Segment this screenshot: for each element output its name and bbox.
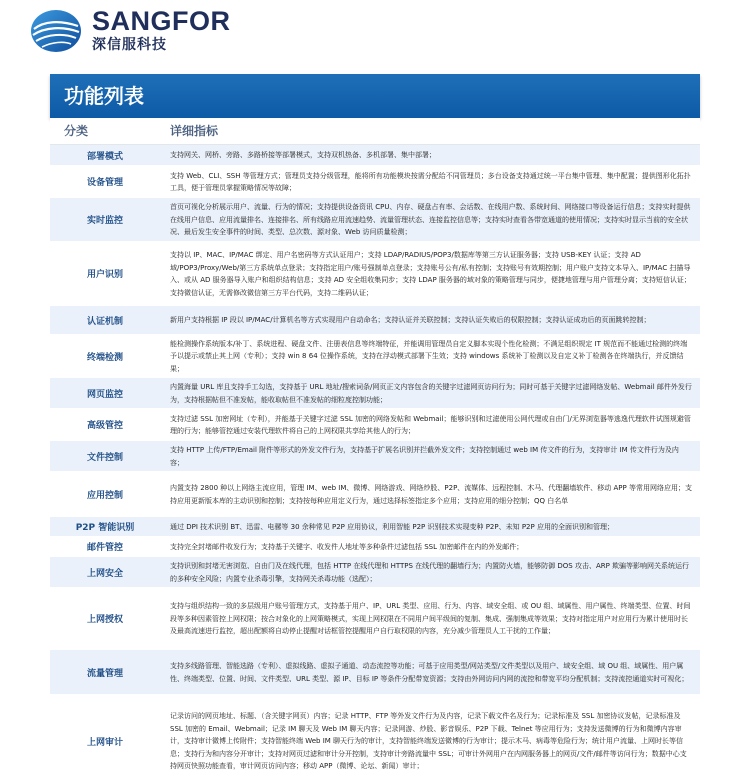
row-category: 用户识别 [86, 270, 123, 280]
table-row [50, 166, 700, 198]
row-category: 认证机制 [86, 316, 123, 327]
row-category: 设备管理 [86, 178, 123, 188]
table-row [50, 198, 700, 242]
row-details: 支持过滤 SSL 加密网址（专利），并能基于关键字过滤 SSL 加密的网络发帖和 Webmail；能够识别和过滤使用公网代理或自由门/无界浏览器等逃逸代理软件试图规避管理的行为；能够管控通过安装代理软件将自己的上网权限共享给其他人的行为； [170, 414, 691, 435]
row-category: 上网审计 [86, 737, 123, 748]
row-details: 支持 HTTP 上传/FTP/Email 附件等形式的外发文件行为，支持基于扩展名识别并拦截外发文件；支持控制通过 web IM 传文件的行为，支持审计 IM 传文件行为及内容； [170, 446, 679, 467]
table-row [50, 409, 700, 441]
table-row [50, 306, 700, 335]
row-category: 终端检测 [86, 352, 123, 363]
table-row [50, 242, 700, 306]
row-details: 内置海量 URL 库且支持手工勾选，支持基于 URL 地址/搜索词条/网页正文内容包含的关键字过滤网页访问行为；同时可基于关键字过滤网络发帖、Webmail 邮件外发行为，支持根据帖但不准发帖，能收取帖但不准发帖的细粒度控制功能； [170, 383, 692, 404]
row-details: 能检测操作系统版本/补丁、系统进程、硬盘文件、注册表信息等终端特征，并能调用管理员自定义脚本实现个性化检测；不满足组织规定 IT 规范而不能通过检测的终端予以提示或禁止其上网（专利）；支持 win 8 64 位操作系统，支持在浮动模式部署下生效；支持 windows 系统补丁检测以及自定义补丁检测各在终端执行，并反馈结果； [170, 339, 688, 373]
row-details: 通过 DPI 技术识别 BT、迅雷、电骡等 30 余种常见 P2P 应用协议，利用智能 P2P 识别技术实现变种 P2P、未知 P2P 应用的全面识别和管理； [170, 522, 614, 531]
table-row [50, 145, 700, 166]
row-category: 流量管理 [86, 668, 123, 679]
brand-name-en: SANGFOR [92, 6, 231, 36]
row-category: 文件控制 [86, 452, 123, 463]
row-category: 实时监控 [86, 216, 123, 226]
feature-table [50, 118, 700, 782]
table-row [50, 557, 700, 588]
table-row [50, 517, 700, 537]
row-details: 支持网关、网桥、旁路、多路桥接等部署模式，支持双机热备、多机部署、集中部署； [170, 151, 436, 160]
row-category: 网页监控 [86, 389, 123, 400]
row-category: 上网安全 [86, 568, 123, 579]
row-details: 新用户支持根据 IP 段以 IP/MAC/计算机名等方式实现用户自动命名；支持认证并关联控制；支持认证失败后的权限控制；支持认证成功后的页面跳转控制； [170, 316, 651, 325]
row-details: 记录访问的网页地址、标题、（含关键字网页）内容；记录 HTTP、FTP 等外发文件行为及内容，记录下载文件名及行为；记录标准及 SSL 加密协议发帖，记录标准及 SSL 加密的 Email、Webmail；记录 IM 聊天及 Web IM 聊天内容；记录网游、炒股、影音娱乐、P2P 下载、Telnet 等应用行为；支持发送微博的行为和微博内容审计，支持审计微博上传附件；支持智能终端 Web IM 聊天行为的审计，支持智能终端发送微博的行为审计；提示木马、病毒等危险行为；统计用户流量、上网时长等信息；支持行为和内容分开审计；支持对网页过滤和审计分开控制，支持审计旁路流量中 SSL；可审计外网用户在内网服务器上的网页/文件/邮件等访问行为；数据中心支持网页快照功能查看，审计网页访问内容；移动 APP（微博、论坛、新闻）审计； [170, 712, 687, 771]
row-category: 上网授权 [86, 615, 123, 625]
table-header [50, 118, 700, 145]
row-category: P2P 智能识别 [75, 523, 135, 533]
row-details: 支持多线路管理、智能选路（专利）、虚拟线路、虚拟子通道、动态流控等功能；可基于应用类型/网站类型/文件类型以及用户、域安全组、域 OU 组、域属性、用户属性、终端类型、位置、时间、文件类型、URL 类型、源 IP、目标 IP 等条件分配带宽资源；支持由外网访问内网的流控和带宽平均分配机制；支持流控通道实时可视化； [170, 662, 689, 683]
page-title: 功能列表 [64, 84, 144, 108]
header-details: 详细指标 [170, 124, 219, 138]
row-details: 支持以 IP、MAC、IP/MAC 绑定、用户名密码等方式认证用户；支持 LDAP/RADIUS/POP3/数据库等第三方认证服务器；支持 USB-KEY 认证；支持 AD 域/POP3/Proxy/Web/第三方系统单点登录；支持指定用户/账号强制单点登录；支持账号公有/私有控制；支持账号有效期控制；用户账户支持文本导入、IP/MAC 扫描导入、或从 AD 服务器导入账户和组织结构信息；支持 AD 安全组收集同步；支持 LDAP 服务器的域对象的策略管理与同步，便捷地管理与用户管理分离；支持短信认证；支持微信认证，无需修改微信第三方平台代码，支持二维码认证； [170, 251, 691, 297]
row-category: 部署模式 [86, 151, 123, 162]
header-category: 分类 [64, 124, 89, 138]
brand-name-cn: 深信服科技 [92, 37, 167, 53]
row-details: 内置支持 2800 种以上网络主流应用，管理 IM、web IM、微博、网络游戏、网络炒股、P2P、流媒体、远程控制、木马、代理翻墙软件、移动 APP 等常用网络应用；支持应用更新版本库的主动识别和控制；支持按每种应用定义行为，通过选择标签指定多个应用；支持应用的细分控制；QQ 白名单 [170, 484, 692, 505]
table-row [50, 588, 700, 650]
table-row [50, 378, 700, 409]
table-row [50, 472, 700, 517]
table-row [50, 650, 700, 695]
row-details: 首页可视化分析展示用户、流量、行为的情况；支持提供设备资讯 CPU、内存、硬盘占有率、会话数、在线用户数、系统时间、网络接口等设备运行信息；支持实时提供在线用户信息、应用流量排名、连接排名、所有线路应用流速趋势、流量管理状态、连接监控信息等；支持实时查看各带宽通道的使用情况；支持实时显示当前的安全状况、最后发生安全事件的时间、类型、总次数、源对象、Web 访问质量检测； [170, 203, 691, 237]
row-category: 高级管控 [86, 421, 123, 431]
row-details: 支持完全封堵邮件收发行为；支持基于关键字、收发件人地址等多种条件过滤包括 SSL 加密邮件在内的外发邮件； [170, 542, 524, 551]
table-row [50, 441, 700, 472]
row-category: 邮件管控 [86, 543, 123, 553]
table-row [50, 335, 700, 378]
row-details: 支持识别和封堵无害浏览、自由门及在线代理，包括 HTTP 在线代理和 HTTPS 在线代理的翻墙行为；内置防火墙，能够防御 DOS 攻击、ARP 欺骗等影响网关系统运行的多种安全风险；内置专业杀毒引擎，支持网关杀毒功能（选配）； [170, 562, 690, 583]
table-row [50, 695, 700, 782]
brand-logo [30, 6, 231, 56]
row-details: 支持与组织结构一致的多层级用户账号管理方式，支持基于用户、IP、URL 类型、应用、行为、内容、域安全组、或 OU 组、域属性、用户属性、终端类型、位置、时间段等多种因素管控上网权限；按合对象化的上网策略模式，实现上网权限在不同用户间平级间的复制、集成、强制集成等效果；支持对指定用户对应用行为累计使用时长及最高流速进行监控，超出配额将自动停止提醒对话框管控提醒用户自行取权限的内容，充分减少管理员人工干扰的工作量； [170, 602, 691, 636]
table-row [50, 537, 700, 557]
row-category: 应用控制 [86, 490, 123, 501]
row-details: 支持 Web、CLI、SSH 等管理方式；管理员支持分级管理，能将所有功能模块按需分配给不同管理员；多台设备支持通过统一平台集中管理、集中配置；提供图形化拓扑工具，便于管理员掌握策略情况等故障； [170, 171, 691, 192]
sangfor-logo-icon [30, 9, 82, 53]
title-bar [50, 74, 700, 118]
